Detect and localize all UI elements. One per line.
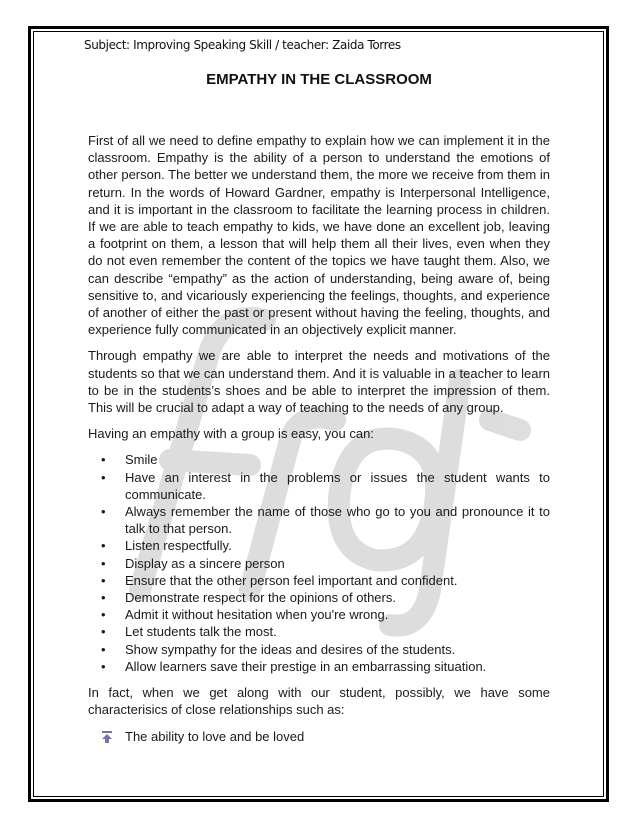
bullet-icon: •	[101, 641, 106, 657]
arrow-bullet-icon	[100, 731, 114, 743]
list-item: • Ensure that the other person feel important and confident.	[101, 572, 458, 588]
bullet-icon: •	[101, 538, 106, 554]
list-item: • Display as a sincere person	[101, 555, 285, 571]
bullet-icon: •	[101, 469, 106, 485]
bullet-icon: •	[101, 658, 106, 674]
bullet-icon: •	[101, 452, 106, 468]
bullet-icon: •	[101, 572, 106, 588]
relationship-characteristics-list	[88, 728, 550, 745]
list-item: • Let students talk the most.	[101, 624, 277, 640]
paragraph-interpretation: Through empathy we are able to interpret the needs and motivations of the students so that we can understand them. And it is valuable in a teacher to learn to be in the students’s shoes and be able to interpret the impression of them. This will be crucial to adapt a way of teaching to the needs of any group.	[88, 348, 550, 416]
list-item: • Admit it without hesitation when you're wrong.	[101, 607, 389, 623]
bullet-icon: •	[101, 624, 106, 640]
paragraph-relationships: In fact, when we get along with our student, possibly, we have some characterisics of close relationships such as:	[88, 685, 550, 718]
list-item: • Listen respectfully.	[101, 538, 232, 554]
list-item: • Allow learners save their prestige in an embarrassing situation.	[101, 658, 487, 674]
paragraph-intro-list: Having an empathy with a group is easy, you can:	[88, 426, 374, 442]
page-header: Subject: Improving Speaking Skill / teacher: Zaida Torres	[84, 38, 401, 52]
list-item: • Always remember the name of those who go to you and pronounce it to talk to that person.	[101, 504, 550, 537]
empathy-tips-list	[88, 451, 550, 675]
bullet-icon: •	[101, 590, 106, 606]
list-item: • Have an interest in the problems or issues the student wants to communicate.	[101, 469, 550, 502]
bullet-icon: •	[101, 607, 106, 623]
document-body	[88, 132, 550, 745]
list-item: • Show sympathy for the ideas and desires of the students.	[101, 641, 456, 657]
list-item: • Demonstrate respect for the opinions of others.	[101, 590, 396, 606]
bullet-icon: •	[101, 555, 106, 571]
list-item: • Smile	[101, 452, 158, 468]
bullet-icon: •	[101, 504, 106, 520]
paragraph-definition: First of all we need to define empathy to explain how we can implement it in the classroom. Empathy is the ability of a person to understand the emotions of other person. The better we understand them, the more we receive from them in return. In the words of Howard Gardner, empathy is Interpersonal Intelligence, and it is important in the classroom to facilitate the learning process in children. If we are able to teach empathy to kids, we have done an excellent job, leaving a footprint on them, a lesson that will help them all their lives, even when they do not even remember the content of the topics we have taught them. Also, we can describe “empathy” as the action of understanding, being aware of, being sensitive to, and vicariously experiencing the feelings, thoughts, and experience of another of either the past or present without having the feeling, thoughts, and experience fully communicated in an objectively explicit manner.	[88, 133, 550, 338]
list-item: The ability to love and be loved	[88, 728, 550, 745]
document-title: EMPATHY IN THE CLASSROOM	[206, 71, 432, 88]
